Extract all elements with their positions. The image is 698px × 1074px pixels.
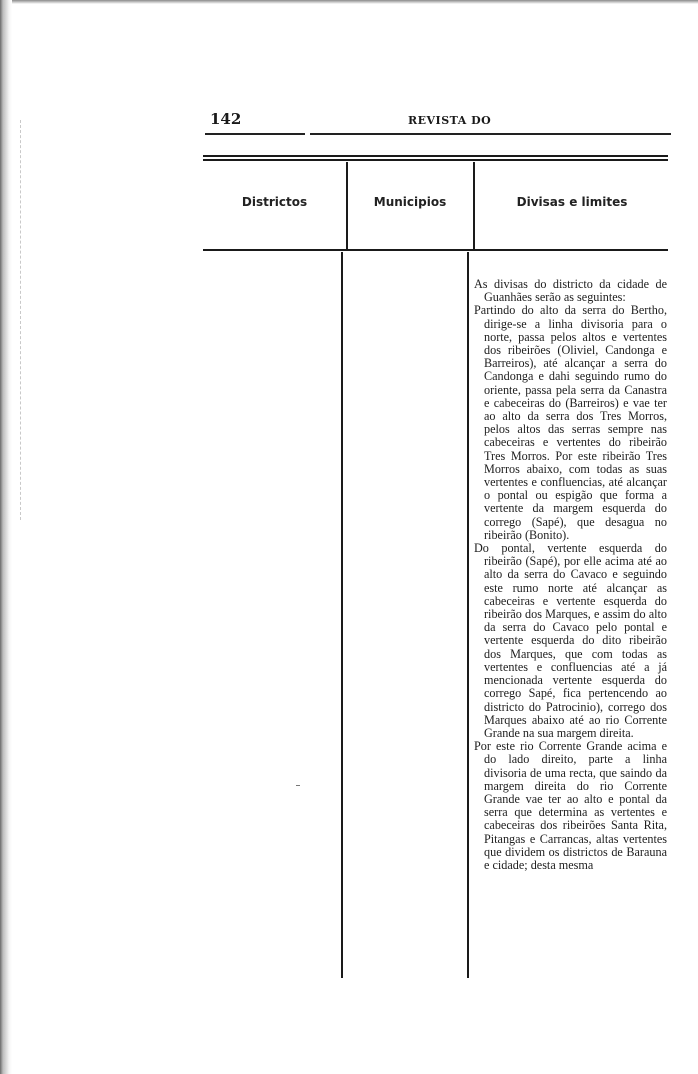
paragraph-partindo: Partindo do alto da serra do Bertho, dirige-se a linha divisoria para o norte, passa pelos altos e vertentes dos ribeirões (Oliviel, Candonga e Barreiros), até alcançar a serra do Candonga e dahi seguindo rumo do oriente, passa pela serra da Canastra e cabeceiras do (Barreiros) e vae ter ao alto da serra dos Tres Morros, pelos altos das serras sempre nas cabeceiras e vertentes do ribeirão Tres Morros. Por este ribeirão Tres Morros abaixo, com todas as suas vertentes e confluencias, até alcançar o pontal ou espigão que forma a vertente da margem esquerda do corrego (Sapé), que desagua no ribeirão (Bonito). [474, 303, 667, 542]
header-rule-left [205, 133, 305, 135]
page-top-edge [0, 0, 698, 4]
header-rule-right [310, 133, 671, 135]
column-divider-2-header [473, 162, 475, 250]
paragraph-do-pontal: Do pontal, vertente esquerda do ribeirão (Sapé), por elle acima até ao alto da serra do Cavaco e seguindo este rumo norte até alcançar as cabeceiras e vertente esquerda do ribeirão dos Marques, e assim do alto da serra do Cavaco pelo pontal e vertente esquerda do dito ribeirão dos Marques, que com todas as vertentes e confluencias até a já mencionada vertente esquerda do corrego Sapé, fica pertencendo ao districto do Patrocinio), corrego dos Marques abaixo até ao rio Corrente Grande na sua margem direita. [474, 541, 667, 740]
page-number: 142 [210, 110, 242, 128]
column-header-municipios: Municipios [373, 195, 447, 209]
paragraph-intro: As divisas do districto da cidade de Guanhães serão as seguintes: [474, 277, 667, 305]
stray-mark [296, 785, 300, 786]
running-head: REVISTA DO [408, 114, 492, 127]
margin-marks [20, 120, 24, 520]
table-top-rule-double [203, 159, 668, 161]
page-binding-edge [0, 0, 12, 1074]
table-header-rule [203, 249, 668, 251]
table-top-rule [203, 155, 668, 157]
column-divider-1-header [346, 162, 348, 250]
column-header-divisas: Divisas e limites [516, 195, 628, 209]
paragraph-por-este-rio: Por este rio Corrente Grande acima e do lado direito, parte a linha divisoria de uma recta, que saindo da margem direita do rio Corrente Grande vae ter ao alto e pontal da serra que determina as vertentes e cabeceiras dos ribeirões Santa Rita, Pitangas e Carrancas, altas vertentes que dividem os districtos de Barauna e cidade; desta mesma [474, 739, 667, 872]
column-header-districtos: Districtos [241, 195, 308, 209]
divisas-column-text [474, 278, 667, 872]
column-divider-1 [341, 252, 343, 978]
column-divider-2 [467, 252, 469, 978]
